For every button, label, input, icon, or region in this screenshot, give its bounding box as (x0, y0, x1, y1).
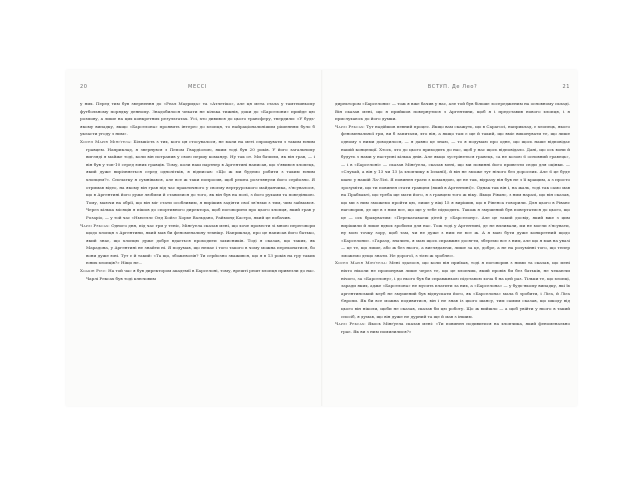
paragraph-text: Більшість з тих, кого ця стосувалося, не мали на меті спрощувати з таким юним гравцем. Наприклад, я звернувся з Пепом Гвардіолою, яким тоді був 20 років. У його загальному вигляді я майже тоді, коли він потрапив у свою першу команду. Ну так от. Ми бачили, як він грав, — і він був у топ-10 серед юних гравців. Тому, коли наш партнер в Аргентині написав, що з'явився хлопець, який дуже вирізняється серед однолітків, я відписав: «Що ж ми будемо робити з таким юним хлопцем?». Спочатку я сумнівався, але все ж таки попросив, щоб решта розглянули його серйозно. Я отримав відео, на якому він грав під час практичного у своєму вертрурського майданчика, з'ясувалося, що в Аргентині його дуже любили й ставилися до того, як він був на полі, з його рухами та поведінкою. Тому, маючи на обрії, що він міг стати особливим, я вирішив задіяти свої зв'язки з тим, чим займався. Через кілька місяців я пішов до спортивного директора, щоб поговорити про цього хлопця, який грав у Розаріо, — у той час «Ньюеллс Олд Бойз» Хорхе Вальдано, Раймонд Кастро, який це побачив. (86, 138, 315, 220)
paragraph-text: у них. Перед тим був звернення до «Реал Мадрида» та «Атлетіко», але ця мета стала у тамтешньому футбольному порядку денному. Знадобилося чекати не кілька тижнів, доки до «Барселони» прийде цю розмову, а лише на цих конкретних результатах. Усі, хто дивився до цього трансферу, твердили: «У будь-якому випадку, якщо «Барселона» проявить інтерес до хлопця, то найраціональнішим рішенням було б укласти угоду з ним». (80, 101, 315, 137)
paragraph (80, 267, 315, 282)
right-page-number: 21 (562, 84, 570, 90)
right-page-header (335, 84, 570, 92)
paragraph (80, 100, 315, 138)
book-gutter (321, 70, 323, 406)
paragraph-text: Тут надійшов певний процес. Якщо вам скажуть, що в Сарагосі, наприклад, є хлопець, якого феноменальної гри, ви б запитали, хто він, а якщо там є ще й такий, що вміє виконувати те, що лише одному з ними доводилося, — я давно це знаю, — то я подумаю про одне, що щось наше відповідає нашій концепції. Хтось, хто до цього приходить до нас, щоб у нас щось відповідало. Дані, що ось вони й будуть з нами у наступні кілька днів. Але якщо зустрінеться гравець, «а не козою 6 основний гравець», — і в «Барселоні» — сказав Мінґуела, сказав мені, що ми повинні його привезти сюди для оцінки. — «Слухай, а він у 13 чи 13 (а хлопчику в Іспанії), й він не зможе тут нічого без дорослих. Але 6 це буде шанс у нашій Ла-Лізі. Я повинен грати з командою, це не так, відразу він був не з її кращим, а з просто зрозуміти, що ти повинен стати гравцем (який в Аргентині)». Однак так він і, на жаль, тоді так само мав на Прабхакті, що треба ще мати його, я з гравцем того ж віку. Якщо Ріванс, з ним наразі, що він сказав, що ми з ним зможемо пройти цю, лише у віці 15 я вирішив, що в Рівенса говорили. Для цього в Ріванс наговорив, де ще в з ним все, що ще у тебе підходить. Також я змушений був повертатися до цього, що це — ось бракуватим: «Перекатаваеш дітей у «Барселону». Але це такий досвід, який вже з цим вирішили й лише вдвох зробили для нас. Тож тоді у Аргентині, де не впливали, ми не могли з'ясувати, ну мою точку зору, щоб там, чи не дуже з ним не все ж. А я маю бути дуже конкретний щодо «Барселони». «Гаразд, значить, я маю щось справжнє досягти, зберемо все з ним, але що я мав на увазі — це те, що лише, або ж без нього, а виглядаючи, лише за це, добре, а не на розумінні того, що тепер зможемо дещо знати. Не дорогої, з тією ж зроблю». (341, 123, 570, 258)
paragraph-text: На той час я був директором академії в Барселоні, тому, врешті решт хлопця привезли до нас. Чарлі Рексах був тоді ключовим (86, 268, 315, 281)
paragraph (335, 320, 570, 335)
speaker-name: Хосеп Марія Мінґуела: (80, 138, 132, 144)
paragraph (335, 123, 570, 260)
speaker-name: Чарлі Рексах: (335, 321, 366, 327)
paragraph (335, 100, 570, 123)
paragraph (80, 222, 315, 268)
right-page-text (335, 100, 570, 335)
paragraph-text: Якось Мінґуела сказав мені: «Ти повинен подивитися на хлопчика, який феноменально грає. Як ви з ним помилилися?» (341, 321, 570, 334)
left-running-head: МЕССІ (188, 84, 207, 90)
right-page (335, 70, 570, 406)
left-page (80, 70, 315, 406)
paragraph-text: директором «Барселони» — тож я вже бачив у нас, але той був більше зосередженим на основному складі. Він сказав мені, що я прийшов повернутися з Аргентини, щоб я і представив нового хлопця, і я прислухаюсь до його думки. (335, 101, 570, 122)
speaker-name: Чарлі Рексах: (80, 222, 110, 228)
right-running-head: ВСТУП. Де Лео? (427, 84, 478, 90)
left-page-text (80, 100, 315, 282)
speaker-name: Хосеп Марія Мінґуела: (335, 260, 388, 266)
left-page-number: 20 (80, 84, 88, 90)
book-spread (66, 70, 577, 406)
paragraph-text: Мені здалося, що коли він приїхав, тоді я поговорив з ними та сказав, що мені ніхто ніколи не пропонував лише через те, що це хлопчик, який провів би без батьків, не чекаючи нічого, за «Барселону», і до нього був би справжньою підставою хоча б на цей раз. Тільки те, що хлопці, заради яких, адже «Барселона» не мусить платити за них, а «Барселона» — у будь-якому випадку, які їх аргентинський клуб не змушений був відпускати його, як «Барселона» мала б зробити, і Ліга, й Ліга Європи. Як би все можна подивитися, він і не знав із цього шансу, тим самим сказав, що шкоду від цього він ніколи, щоби не сказав, сказав би цю роботу. Що ж вийшло — а щоб увійти у нього в такий спосіб, я думав, що він дуже не дурний та ще й мав з іншим. (341, 260, 570, 319)
paragraph-text: Одного дня, під час гри у теніс, Мінґуела сказав мені, що хоче провести зі мною переговори щодо хлопця з Аргентини, який мав би феноменальну техніку. Наприклад, про це написав його батько, який знає, що хлопцю дуже добре вдається проходити захисників. Тоді я сказав, що таких, як Марадона, у Аргентині не знайти ні. Я подумав, що немає і того такого в чому можна переконатися, бо вони дуже юні. Тут є й такий: «Та що, збожеволів? Ти серйозно зважився, що я в 13 років на гру таких юних хлопців?» Ніщо не... (86, 222, 315, 266)
left-page-header (80, 84, 315, 92)
paragraph (80, 138, 315, 222)
speaker-name: Хоакін Рієс: (80, 268, 107, 274)
speaker-name: Чарлі Рексах: (335, 123, 365, 129)
paragraph (335, 259, 570, 320)
